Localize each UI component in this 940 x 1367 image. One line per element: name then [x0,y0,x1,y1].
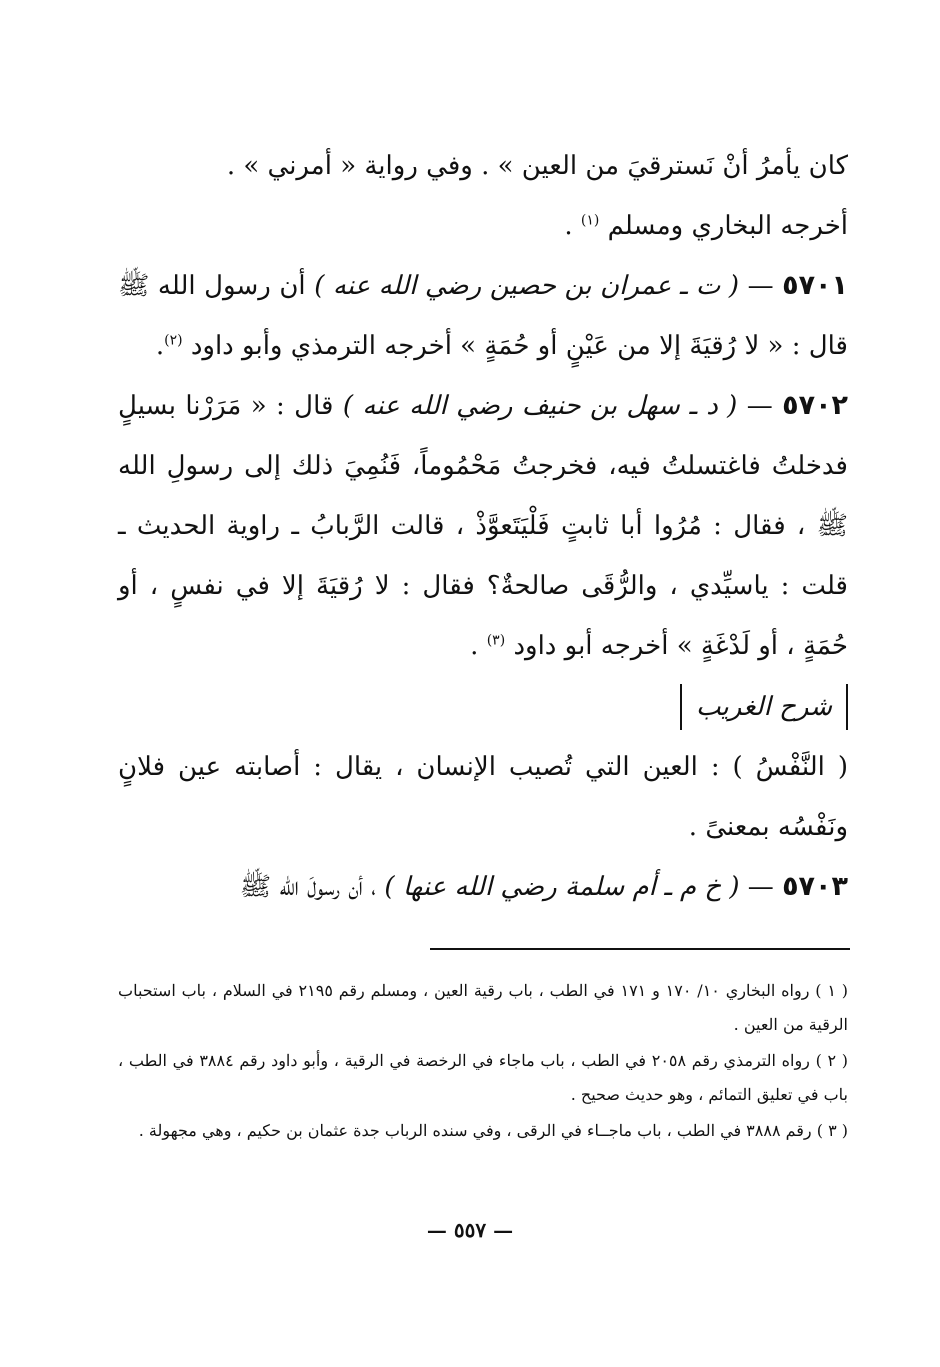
section-heading-row [118,676,848,737]
main-text [118,136,848,917]
hadith-5701: ٥٧٠١ — ( ت ـ عمران بن حصين رضي الله عنه ) أن رسول الله ﷺ قال : « لا رُقيَةَ إلا من عَيْنٍ أو حُمَةٍ » أخرجه الترمذي وأبو داود $^{(٢)}$. [118,270,849,361]
footnote-ref-1: (١) [580,212,600,229]
footnote-ref-2: (٢) [164,332,183,349]
footnote-1: ( ١ ) رواه البخاري ١٠/ ١٧٠ و ١٧١ في الطب ، باب رقية العين ، ومسلم رقم ٢١٩٥ في السلام ، باب استحباب الرقية من العين . [118,981,849,1034]
hadith-text: قال : « مَرَرْنا بسيلٍ فدخلتُ فاغتسلتُ فيه، فخرجتُ مَحْمُوماً، فَنُمِيَ ذلك إلى رسولِ الله ﷺ ، فقال : مُرُوا أبا ثابتٍ فَلْيَتَعوَّذْ ، قالت الرَّبابُ ـ راوية الحديث ـ قلت : ياسيِّدي ، والرُّقَى صالحةٌ؟ فقال : لا رُقيَةَ إلا في نفسٍ ، أو حُمَةٍ ، أو لَدْغَةٍ » أخرجه أبو داود [118,391,848,661]
footnote-ref-3: (٣) [486,632,506,649]
hadith-text: أن رسول الله ﷺ قال : « لا رُقيَةَ إلا من عَيْنٍ أو حُمَةٍ » أخرجه الترمذي وأبو داود [118,271,848,361]
footnote-2: ( ٢ ) رواه الترمذي رقم ٢٠٥٨ في الطب ، باب ماجاء في الرخصة في الرقية ، وأبو داود رقم ٣٨٨٤ في الطب ، باب في تعليق التمائم ، وهو حديث صحيح . [118,1051,849,1104]
section-heading: شرح الغريب [680,684,848,730]
continuation-source: أخرجه البخاري ومسلم [607,211,848,241]
hadith-text: ، أن رسولَ الله ﷺ [239,872,377,902]
hadith-number: ٥٧٠٢ [782,390,849,421]
hadith-source: ( د ـ سهل بن حنيف رضي الله عنه ) [342,391,738,421]
continuation-end: . [564,211,573,241]
hadith-number: ٥٧٠١ [782,270,849,301]
hadith-continuation [118,136,848,256]
hadith-5702: ٥٧٠٢ — ( د ـ سهل بن حنيف رضي الله عنه ) قال : « مَرَرْنا بسيلٍ فدخلتُ فاغتسلتُ فيه، فخرجتُ مَحْمُوماً، فَنُمِيَ ذلك إلى رسولِ الله ﷺ ، فقال : مُرُوا أبا ثابتٍ فَلْيَتَعوَّذْ ، قالت الرَّبابُ ـ راوية الحديث ـ قلت : ياسيِّدي ، والرُّقَى صالحةٌ؟ فقال : لا رُقيَةَ إلا في نفسٍ ، أو حُمَةٍ ، أو لَدْغَةٍ » أخرجه أبو داود $^{(٣)}$ . [118,390,849,661]
hadith-5703: ٥٧٠٣ — ( خ م ـ أم سلمة رضي الله عنها ) ، أن رسولَ الله ﷺ [239,871,848,902]
hadith-source: ( خ م ـ أم سلمة رضي الله عنها ) [384,872,740,902]
footnote-3: ( ٣ ) رقم ٣٨٨٨ في الطب ، باب ماجــاء في الرقى ، وفي سنده الرباب جدة عثمان بن حكيم ، وهي مجهولة . [138,1121,848,1140]
footnote-divider [430,948,850,950]
hadith-number: ٥٧٠٣ [782,871,848,902]
page-number: — ٥٥٧ — [426,1218,514,1242]
hadith-source: ( ت ـ عمران بن حصين رضي الله عنه ) [314,271,740,301]
gloss-paragraph: ( النَّفْسُ ) : العين التي تُصيب الإنسان ، يقال : أصابته عين فلانٍ ونَفْسُه بمعنىً . [118,752,848,842]
continuation-text: كان يأمرُ أنْ نَسترقيَ من العين » . وفي رواية « أمرني » . [226,151,848,181]
footnotes [118,974,848,1150]
